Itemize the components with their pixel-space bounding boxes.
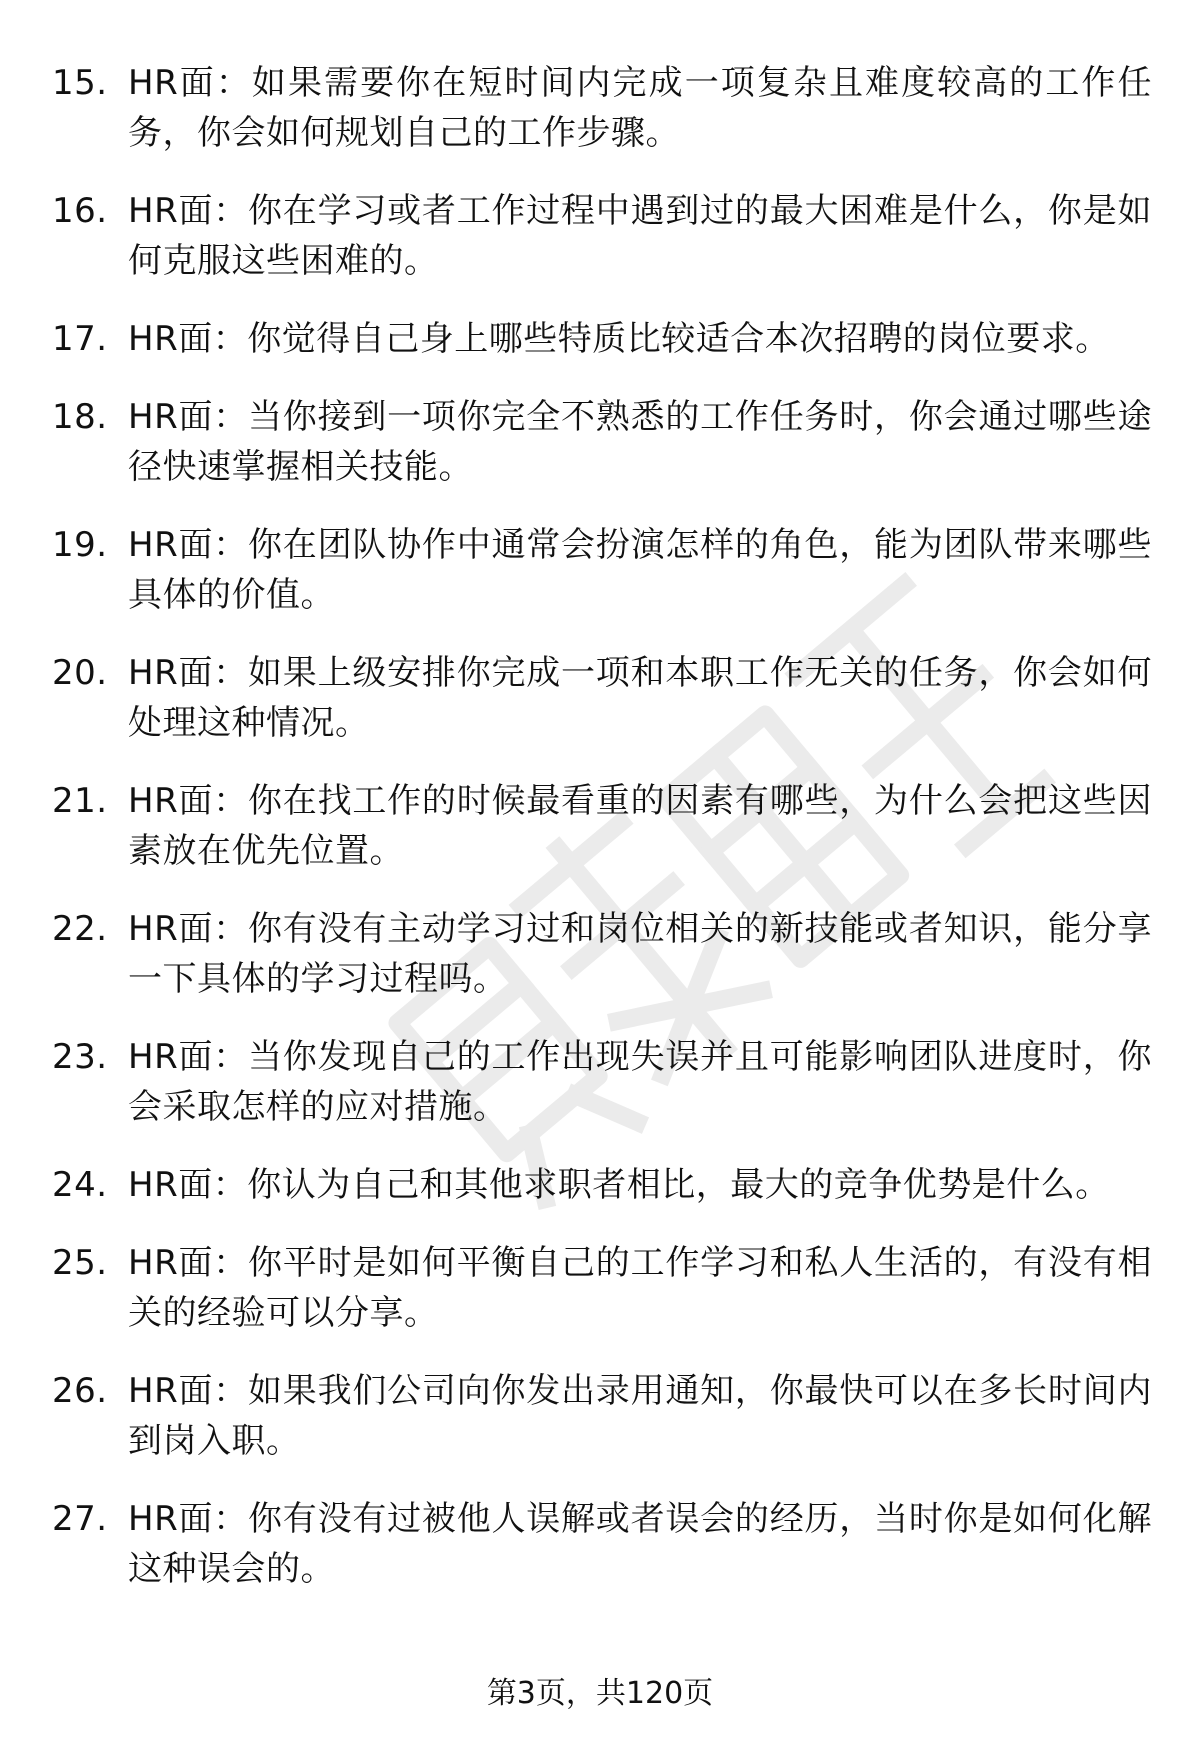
question-item xyxy=(52,776,1152,904)
question-number: 16. xyxy=(52,191,108,231)
question-item xyxy=(52,520,1152,648)
page-footer: 第3页，共120页 xyxy=(486,1676,714,1711)
question-text: HR面：如果需要你在短时间内完成一项复杂且难度较高的工作任务，你会如何规划自己的工作步骤。 xyxy=(128,63,1152,153)
question-number: 26. xyxy=(52,1371,108,1411)
question-item xyxy=(52,904,1152,1032)
question-number: 24. xyxy=(52,1165,108,1205)
question-number: 23. xyxy=(52,1037,108,1077)
question-item xyxy=(52,648,1152,776)
question-number: 19. xyxy=(52,525,108,565)
question-item xyxy=(52,58,1152,186)
question-text: HR面：当你发现自己的工作出现失误并且可能影响团队进度时，你会采取怎样的应对措施。 xyxy=(128,1037,1152,1127)
question-number: 27. xyxy=(52,1499,108,1539)
question-text: HR面：你在团队协作中通常会扮演怎样的角色，能为团队带来哪些具体的价值。 xyxy=(128,525,1152,615)
question-number: 22. xyxy=(52,909,108,949)
question-item xyxy=(52,1238,1152,1366)
question-item xyxy=(52,186,1152,314)
question-text: HR面：当你接到一项你完全不熟悉的工作任务时，你会通过哪些途径快速掌握相关技能。 xyxy=(128,397,1152,487)
question-item xyxy=(52,1366,1152,1494)
question-item xyxy=(52,1494,1152,1622)
question-number: 15. xyxy=(52,63,108,103)
question-text: HR面：你觉得自己身上哪些特质比较适合本次招聘的岗位要求。 xyxy=(128,319,1110,359)
question-item xyxy=(52,1032,1152,1160)
question-number: 21. xyxy=(52,781,108,821)
question-number: 17. xyxy=(52,319,108,359)
question-text: HR面：你认为自己和其他求职者相比，最大的竞争优势是什么。 xyxy=(128,1165,1110,1205)
question-text: HR面：你有没有主动学习过和岗位相关的新技能或者知识，能分享一下具体的学习过程吗。 xyxy=(128,909,1152,999)
question-number: 25. xyxy=(52,1243,108,1283)
question-text: HR面：你在找工作的时候最看重的因素有哪些，为什么会把这些因素放在优先位置。 xyxy=(128,781,1152,871)
question-item xyxy=(52,392,1152,520)
question-item xyxy=(52,314,1152,392)
question-number: 18. xyxy=(52,397,108,437)
question-text: HR面：如果我们公司向你发出录用通知，你最快可以在多长时间内到岗入职。 xyxy=(128,1371,1152,1461)
question-text: HR面：你平时是如何平衡自己的工作学习和私人生活的，有没有相关的经验可以分享。 xyxy=(128,1243,1152,1333)
question-number: 20. xyxy=(52,653,108,693)
question-list xyxy=(52,58,1152,1622)
question-item xyxy=(52,1160,1152,1238)
question-text: HR面：如果上级安排你完成一项和本职工作无关的任务，你会如何处理这种情况。 xyxy=(128,653,1152,743)
question-text: HR面：你有没有过被他人误解或者误会的经历，当时你是如何化解这种误会的。 xyxy=(128,1499,1152,1589)
question-text: HR面：你在学习或者工作过程中遇到过的最大困难是什么，你是如何克服这些困难的。 xyxy=(128,191,1152,281)
